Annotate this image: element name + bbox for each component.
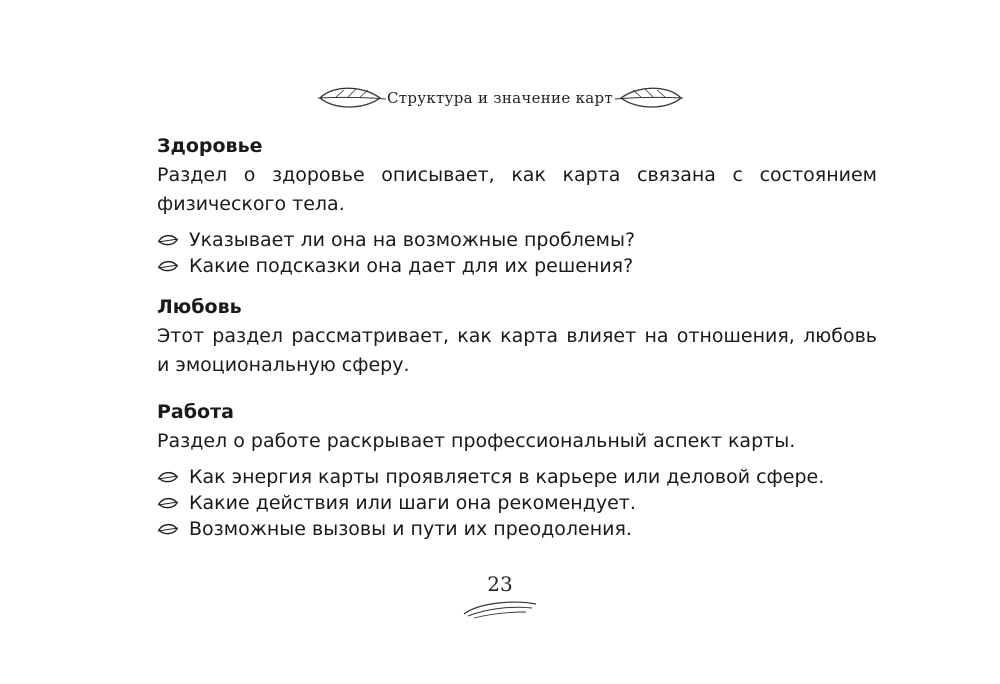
swash-ornament-icon — [460, 598, 540, 622]
list-item — [157, 227, 877, 253]
section-health — [157, 132, 877, 279]
section-text: Раздел о работе раскрывает профессиональный аспект карты. — [157, 430, 796, 452]
list-item — [157, 490, 877, 516]
list-item-text: Какие действия или шаги она рекомендует. — [189, 492, 636, 514]
bullet-list — [157, 227, 877, 279]
leaf-bullet-icon — [157, 258, 179, 274]
list-item — [157, 253, 877, 279]
leaf-bullet-icon — [157, 469, 179, 485]
running-header — [0, 80, 1000, 114]
list-item — [157, 464, 877, 490]
page-body — [157, 132, 877, 542]
bullet-list — [157, 464, 877, 542]
leaf-bullet-icon — [157, 495, 179, 511]
list-item — [157, 516, 877, 542]
leaf-bullet-icon — [157, 232, 179, 248]
list-item-text: Указывает ли она на возможные проблемы? — [189, 229, 636, 251]
list-item-text: Какие подсказки она дает для их решения? — [189, 255, 634, 277]
list-item-text: Возможные вызовы и пути их преодоления. — [189, 518, 632, 540]
leaf-ornament-icon — [613, 80, 685, 114]
page-number: 23 — [487, 572, 513, 596]
section-text: Этот раздел рассматривает, как карта влияет на отношения, любовь и эмоциональную сферу. — [157, 325, 877, 376]
section-title: Любовь — [157, 296, 242, 318]
section-title: Здоровье — [157, 135, 263, 157]
list-item-text: Как энергия карты проявляется в карьере или деловой сфере. — [189, 466, 825, 488]
leaf-bullet-icon — [157, 521, 179, 537]
section-work — [157, 398, 877, 542]
section-love — [157, 293, 877, 380]
section-title: Работа — [157, 401, 234, 423]
section-text: Раздел о здоровье описывает, как карта связана с состоянием физического тела. — [157, 164, 877, 215]
running-header-title: Структура и значение карт — [386, 89, 614, 107]
